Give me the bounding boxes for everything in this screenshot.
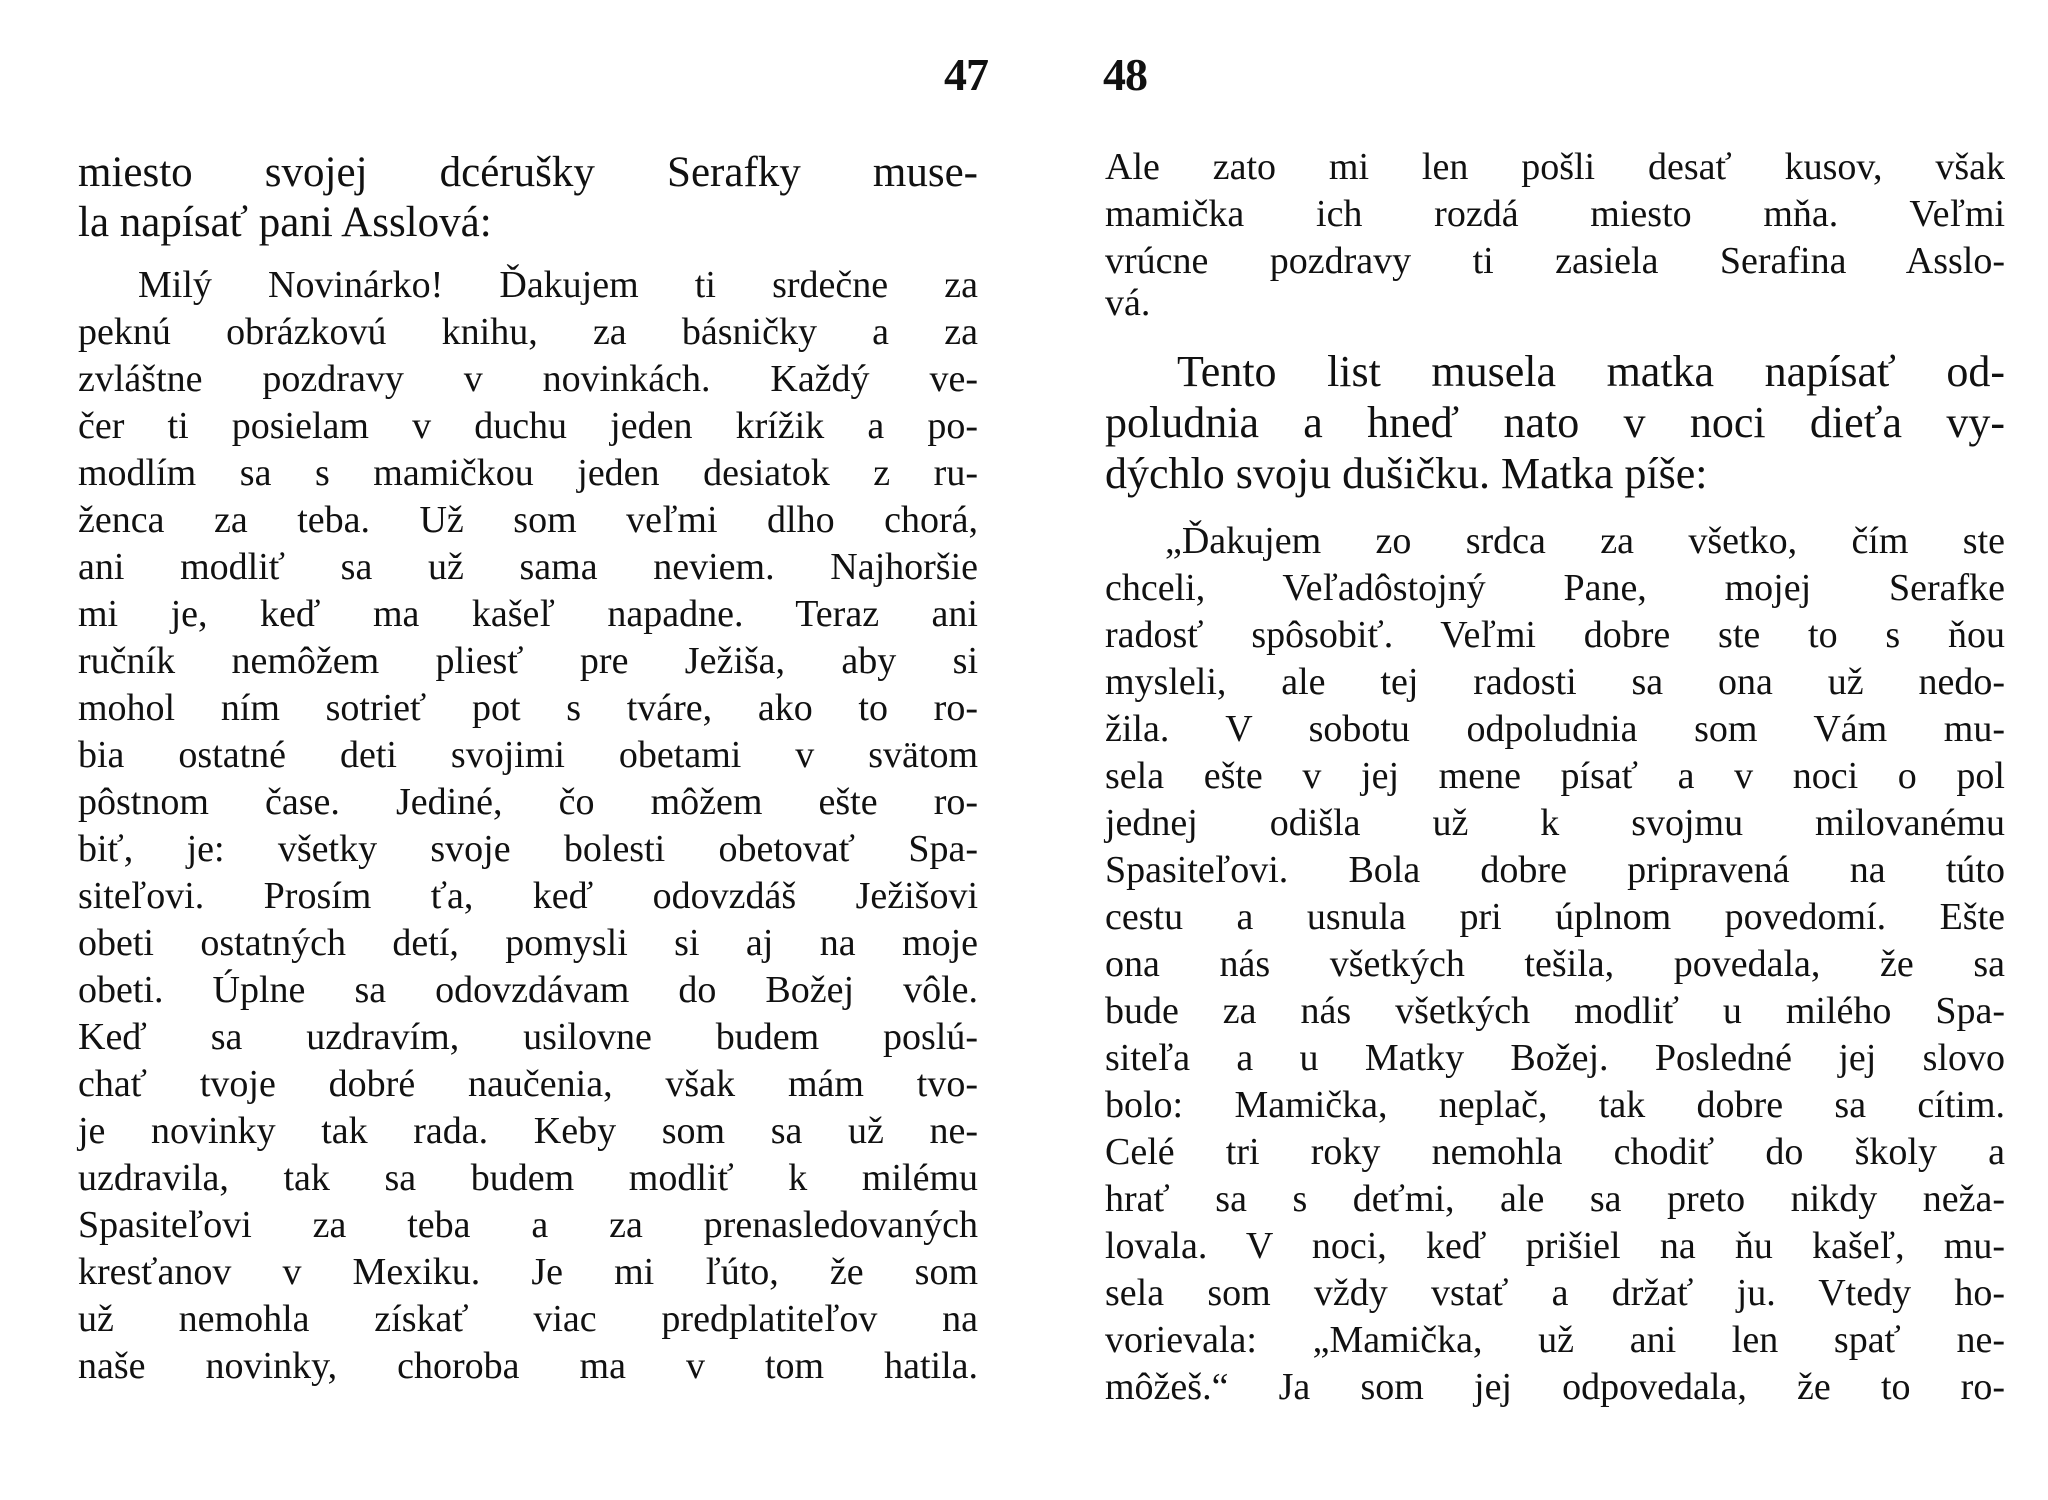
text-line: ani modliť sa už sama neviem. Najhoršie: [78, 546, 978, 588]
text-line: ženca za teba. Už som veľmi dlho chorá,: [78, 499, 978, 541]
text-line: poludnia a hneď nato v noci dieťa vy-: [1105, 398, 2005, 447]
text-line: cestu a usnula pri úplnom povedomí. Ešte: [1105, 896, 2005, 938]
text-line: obeti. Úplne sa odovzdávam do Božej vôle.: [78, 969, 978, 1011]
text-line: bolo: Mamička, neplač, tak dobre sa cítim.: [1105, 1084, 2005, 1126]
text-line: ručník nemôžem pliesť pre Ježiša, aby si: [78, 640, 978, 682]
text-line: čer ti posielam v duchu jeden krížik a po-: [78, 405, 978, 447]
text-line: sela ešte v jej mene písať a v noci o pol: [1105, 755, 2005, 797]
text-line: sela som vždy vstať a držať ju. Vtedy ho-: [1105, 1272, 2005, 1314]
text-line: kresťanov v Mexiku. Je mi ľúto, že som: [78, 1251, 978, 1293]
text-line: vá.: [1105, 282, 1151, 324]
text-line: jednej odišla už k svojmu milovanému: [1105, 802, 2005, 844]
text-line: dýchlo svoju dušičku. Matka píše:: [1105, 449, 1708, 498]
text-line: lovala. V noci, keď prišiel na ňu kašeľ, mu-: [1105, 1225, 2005, 1267]
text-line: modlím sa s mamičkou jeden desiatok z ru-: [78, 452, 978, 494]
text-line: „Ďakujem zo srdca za všetko, čím ste: [1165, 520, 2005, 562]
text-line: pôstnom čase. Jediné, čo môžem ešte ro-: [78, 781, 978, 823]
text-line: už nemohla získať viac predplatiteľov na: [78, 1298, 978, 1340]
text-line: siteľovi. Prosím ťa, keď odovzdáš Ježišovi: [78, 875, 978, 917]
page-number-right: 48: [1103, 49, 1147, 100]
text-line: radosť spôsobiť. Veľmi dobre ste to s ňou: [1105, 614, 2005, 656]
text-line: peknú obrázkovú knihu, za básničky a za: [78, 311, 978, 353]
text-line: mamička ich rozdá miesto mňa. Veľmi: [1105, 193, 2005, 235]
text-line: biť, je: všetky svoje bolesti obetovať Spa-: [78, 828, 978, 870]
text-line: mohol ním sotrieť pot s tváre, ako to ro-: [78, 687, 978, 729]
mother-letter: [1105, 518, 2005, 1411]
page-number-left: 47: [944, 49, 988, 100]
left-letter: [78, 262, 978, 1390]
text-line: je novinky tak rada. Keby som sa už ne-: [78, 1110, 978, 1152]
text-line: bia ostatné deti svojimi obetami v svätom: [78, 734, 978, 776]
text-line: obeti ostatných detí, pomysli si aj na moje: [78, 922, 978, 964]
text-line: uzdravila, tak sa budem modliť k milému: [78, 1157, 978, 1199]
text-line: mi je, keď ma kašeľ napadne. Teraz ani: [78, 593, 978, 635]
text-line: chať tvoje dobré naučenia, však mám tvo-: [78, 1063, 978, 1105]
text-line: Keď sa uzdravím, usilovne budem poslú-: [78, 1016, 978, 1058]
text-line: Celé tri roky nemohla chodiť do školy a: [1105, 1131, 2005, 1173]
text-line: môžeš.“ Ja som jej odpovedala, že to ro-: [1105, 1366, 2005, 1408]
text-line: Milý Novinárko! Ďakujem ti srdečne za: [138, 264, 978, 306]
text-line: Spasiteľovi. Bola dobre pripravená na túto: [1105, 849, 2005, 891]
text-line: vorievala: „Mamička, už ani len spať ne-: [1105, 1319, 2005, 1361]
left-intro: [78, 148, 978, 248]
text-line: mysleli, ale tej radosti sa ona už nedo-: [1105, 661, 2005, 703]
text-line: zvláštne pozdravy v novinkách. Každý ve-: [78, 358, 978, 400]
text-line: la napísať pani Asslová:: [78, 199, 492, 246]
text-line: hrať sa s deťmi, ale sa preto nikdy neža-: [1105, 1178, 2005, 1220]
text-line: žila. V sobotu odpoludnia som Vám mu-: [1105, 708, 2005, 750]
right-letter-end: [1105, 144, 2005, 325]
text-line: bude za nás všetkých modliť u milého Spa-: [1105, 990, 2005, 1032]
text-line: miesto svojej dcérušky Serafky muse-: [78, 149, 978, 196]
text-line: Tento list musela matka napísať od-: [1177, 347, 2005, 396]
text-line: Ale zato mi len pošli desať kusov, však: [1105, 146, 2005, 188]
text-line: siteľa a u Matky Božej. Posledné jej slovo: [1105, 1037, 2005, 1079]
text-line: Spasiteľovi za teba a za prenasledovaných: [78, 1204, 978, 1246]
text-line: vrúcne pozdravy ti zasiela Serafina Asslo-: [1105, 240, 2005, 282]
text-line: naše novinky, choroba ma v tom hatila.: [78, 1345, 978, 1387]
text-line: ona nás všetkých tešila, povedala, že sa: [1105, 943, 2005, 985]
narration: [1105, 346, 2005, 499]
text-line: chceli, Veľadôstojný Pane, mojej Serafke: [1105, 567, 2005, 609]
